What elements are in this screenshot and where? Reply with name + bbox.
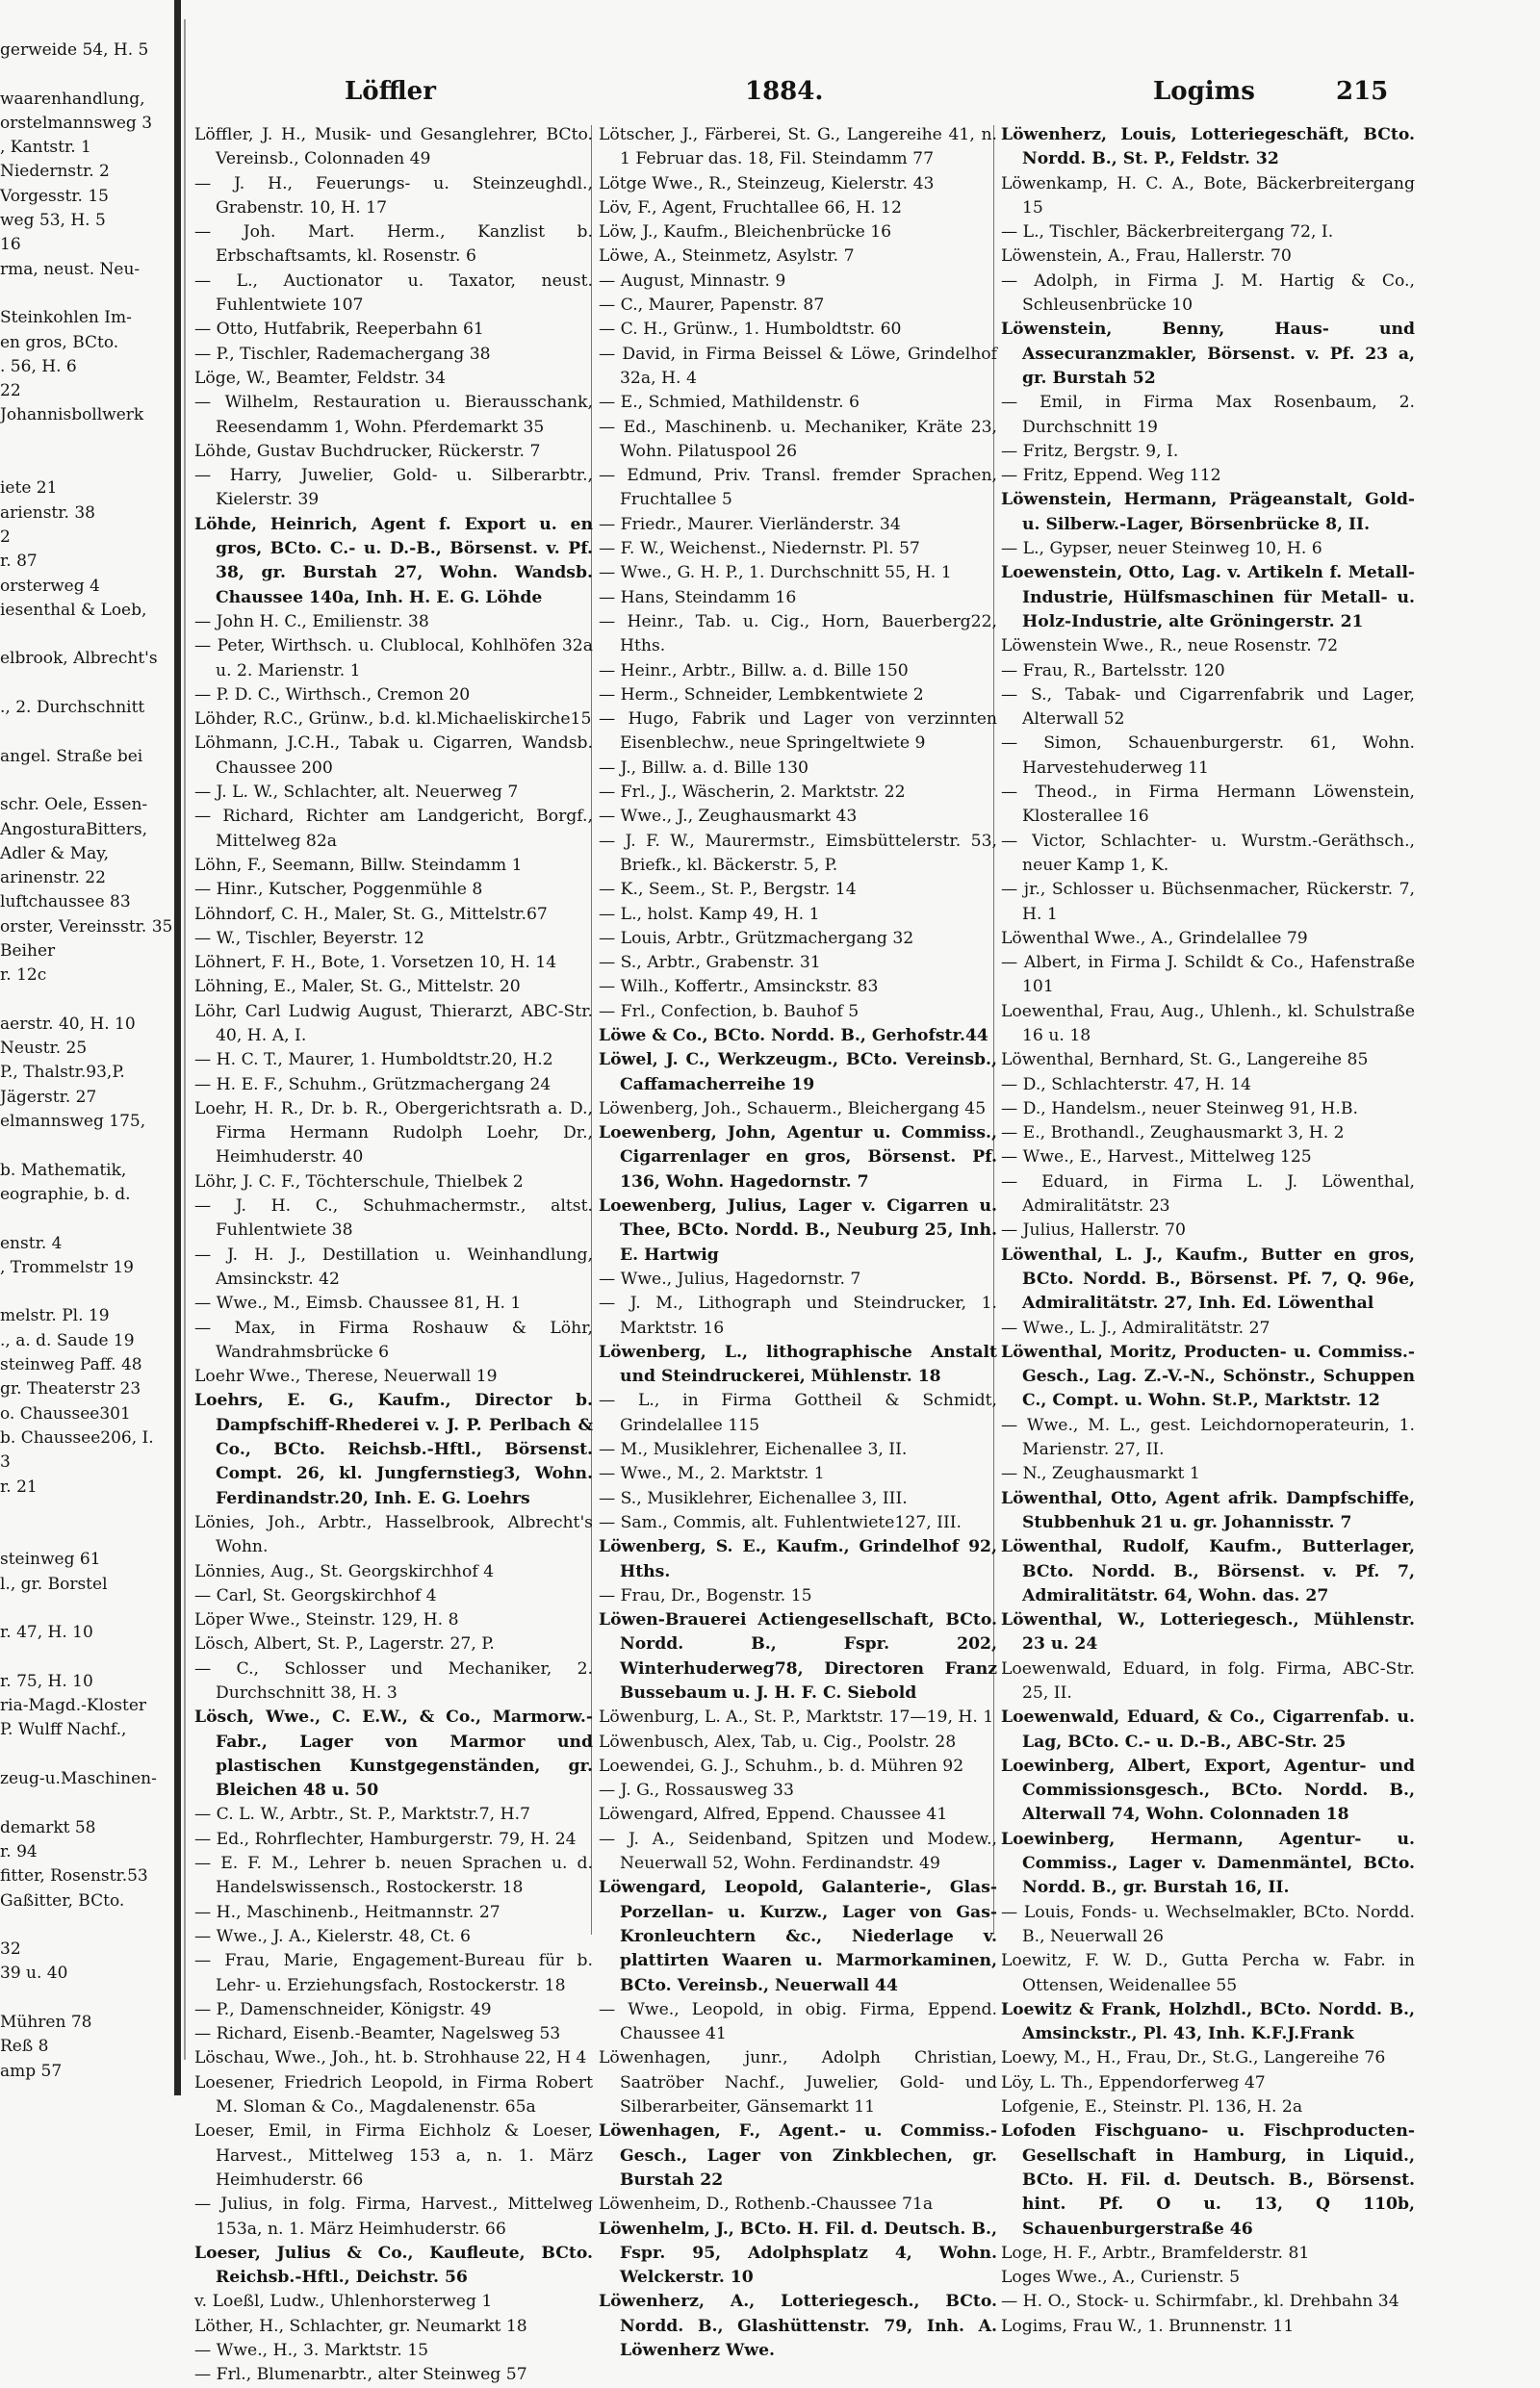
prev-page-line [0,1134,171,1158]
directory-entry: — L., holst. Kamp 49, H. 1 [599,904,820,924]
directory-entry: — D., Schlachterstr. 47, H. 14 [1001,1074,1251,1094]
prev-page-line: r. 94 [0,1841,38,1862]
directory-entry: — J. H., Feuerungs- u. Steinzeughdl., Grabenstr. 10, H. 17 [194,173,593,218]
directory-entry: Löhn, F., Seemann, Billw. Steindamm 1 [194,855,523,875]
directory-entry: Loewenberg, John, Agentur u. Commiss., Cigarrenlager en gros, Börsenst. Pf. 136, Wohn. Hagedornstr. 7 [599,1123,997,1192]
directory-entry: — Louis, Arbtr., Grützmachergang 32 [599,928,914,948]
prev-page-line: 3 [0,1452,11,1473]
directory-entry: Löwenhagen, F., Agent.- u. Commiss.-Gesch., Lager von Zinkblechen, gr. Burstah 22 [599,2121,997,2190]
prev-page-line: . 56, H. 6 [0,356,77,376]
directory-entry: Löhde, Gustav Buchdrucker, Rückerstr. 7 [194,441,541,461]
directory-entry: — L., Auctionator u. Taxator, neust. Fuhlentwiete 107 [194,270,593,316]
directory-entry: Löwenhagen, junr., Adolph Christian, Saatröber Nachf., Juwelier, Gold- und Silberarbeiter, Gänsemarkt 11 [599,2048,997,2118]
directory-entry: — Victor, Schlachter- u. Wurstm.-Geräthsch., neuer Kamp 1, K. [1001,831,1415,875]
directory-entry: — H. O., Stock- u. Schirmfabr., kl. Drehbahn 34 [1001,2292,1399,2312]
directory-entry: — Wwe., J., Zeughausmarkt 43 [599,807,858,827]
directory-entry: — Joh. Mart. Herm., Kanzlist b. Erbschaftsamts, kl. Rosenstr. 6 [194,222,593,267]
directory-entry: Löwenberg, Joh., Schauerm., Bleichergang 45 [599,1098,987,1118]
prev-page-line: angel. Straße bei [0,746,143,766]
directory-entry: Loewendei, G. J., Schuhm., b. d. Mühren 92 [599,1756,964,1776]
directory-entry: Loewinberg, Hermann, Agentur- u. Commiss., Lager v. Damenmäntel, BCto. Nordd. B., gr. Burstah 16, II. [1001,1829,1415,1898]
prev-page-line: ., 2. Durchschnitt [0,698,145,718]
directory-entry: — Frau, Marie, Engagement-Bureau für b. Lehr- u. Erziehungsfach, Rostockerstr. 18 [194,1951,593,1995]
directory-entry: Löwen-Brauerei Actiengesellschaft, BCto. Nordd. B., Fspr. 202, Winterhuderweg78, Directoren Franz Bussebaum u. J. H. F. C. Siebold [599,1610,997,1703]
directory-entry: — H. E. F., Schuhm., Grützmachergang 24 [194,1074,552,1094]
directory-entry: — Julius, Hallerstr. 70 [1001,1220,1186,1241]
directory-entry: Löw, J., Kaufm., Bleichenbrücke 16 [599,222,892,243]
directory-entry: Löwenthal, Otto, Agent afrik. Dampfschiffe, Stubbenhuk 21 u. gr. Johannisstr. 7 [1001,1488,1415,1532]
directory-entry: Löwenthal, Rudolf, Kaufm., Butterlager, BCto. Nordd. B., Börsenst. v. Pf. 7, Admiralitätstr. 64, Wohn. das. 27 [1001,1537,1415,1605]
directory-entry: — Wilh., Koffertr., Amsinckstr. 83 [599,977,879,997]
directory-entry: Loges Wwe., A., Curienstr. 5 [1001,2268,1241,2288]
directory-entry: — Theod., in Firma Hermann Löwenstein, Klosterallee 16 [1001,783,1415,827]
directory-entry: Löwenburg, L. A., St. P., Marktstr. 17—19, H. 1 [599,1708,994,1728]
directory-entry: — L., in Firma Gottheil & Schmidt, Grindelallee 115 [599,1391,997,1435]
directory-entry: Loeser, Emil, in Firma Eichholz & Loeser, Harvest., Mittelweg 153 a, n. 1. März Heimhuderstr. 66 [194,2121,593,2190]
directory-entry: Logims, Frau W., 1. Brunnenstr. 11 [1001,2316,1295,2336]
prev-page-line: ., a. d. Saude 19 [0,1330,135,1350]
prev-page-line [0,452,171,476]
directory-entry: — Edmund, Priv. Transl. fremder Sprachen, Fruchtallee 5 [599,466,997,510]
directory-entry: Loewy, M., H., Frau, Dr., St.G., Langereihe 76 [1001,2048,1386,2068]
directory-entry: Löhning, E., Maler, St. G., Mittelstr. 20 [194,977,521,997]
directory-entry: — David, in Firma Beissel & Löwe, Grindelhof 32a, H. 4 [599,344,997,388]
directory-entry: — S., Musiklehrer, Eichenallee 3, III. [599,1488,908,1508]
directory-entry: Löper Wwe., Steinstr. 129, H. 8 [194,1610,459,1631]
prev-page-line: Steinkohlen Im- [0,308,132,328]
directory-entry: — Harry, Juwelier, Gold- u. Silberarbtr., Kielerstr. 39 [194,466,593,510]
directory-entry: Lösch, Albert, St. P., Lagerstr. 27, P. [194,1634,495,1655]
directory-entry: Löffler, J. H., Musik- und Gesanglehrer, BCto. Vereinsb., Colonnaden 49 [194,125,593,169]
directory-entry: — F. W., Weichenst., Niedernstr. Pl. 57 [599,539,920,559]
directory-entry: — C. H., Grünw., 1. Humboldtstr. 60 [599,320,902,340]
directory-entry: — Heinr., Tab. u. Cig., Horn, Bauerberg22, Hths. [599,611,997,656]
directory-entry: — Fritz, Bergstr. 9, I. [1001,441,1179,461]
prev-page-line: iesenthal & Loeb, [0,600,147,620]
directory-entry: — Wilhelm, Restauration u. Bierausschank, Reesendamm 1, Wohn. Pferdemarkt 35 [194,393,593,437]
header-last-entry: Logims [1153,77,1255,106]
directory-entry: Löwengard, Alfred, Eppend. Chaussee 41 [599,1805,948,1825]
directory-entry: — Max, in Firma Roshauw & Löhr, Wandrahmsbrücke 6 [194,1318,593,1362]
directory-entry: — S., Tabak- und Cigarrenfabrik und Lager, Alterwall 52 [1001,684,1415,730]
directory-entry: — Herm., Schneider, Lembkentwiete 2 [599,684,924,705]
directory-entry: — K., Seem., St. P., Bergstr. 14 [599,880,857,900]
directory-entry: Löwenstein, Benny, Haus- und Assecuranzmakler, Börsenst. v. Pf. 23 a, gr. Burstah 52 [1001,320,1415,388]
directory-entry: Löwengard, Leopold, Galanterie-, Glas-Porzellan- u. Kurzw., Lager von Gas-Kronleuchtern &c., Niederlage v. plattirten Waaren u. Marmorkaminen, BCto. Vereinsb., Neuerwall 44 [599,1878,997,1995]
prev-page-line [0,1913,171,1938]
prev-page-line [0,989,171,1013]
directory-entry: Löschau, Wwe., Joh., ht. b. Strohhause 22, H 4 [194,2048,587,2068]
directory-entry: — Richard, Eisenb.-Beamter, Nagelsweg 53 [194,2024,561,2044]
prev-page-line: amp 57 [0,2061,63,2081]
directory-entry: — Ed., Maschinenb. u. Mechaniker, Kräte 23, Wohn. Pilatuspool 26 [599,417,997,461]
prev-page-line: 2 [0,526,11,547]
prev-page-line: fitter, Rosenstr.53 [0,1866,148,1887]
prev-page-line: Mühren 78 [0,2013,92,2033]
directory-entry: Löy, L. Th., Eppendorferweg 47 [1001,2072,1266,2093]
prev-page-line [0,1597,171,1621]
prev-page-line: P., Thalstr.93,P. [0,1063,125,1083]
directory-entry: — Julius, in folg. Firma, Harvest., Mittelweg 153a, n. 1. März Heimhuderstr. 66 [194,2195,593,2239]
directory-entry: — Frl., Confection, b. Bauhof 5 [599,1001,860,1021]
directory-entry: Loewenthal, Frau, Aug., Uhlenh., kl. Schulstraße 16 u. 18 [1001,1001,1415,1045]
header-first-entry: Löffler [345,77,436,106]
directory-entry: — Fritz, Eppend. Weg 112 [1001,466,1221,486]
prev-page-line [0,1524,171,1548]
prev-page-line: demarkt 58 [0,1817,96,1837]
prev-page-line: arienstr. 38 [0,502,95,523]
directory-entry: Löv, F., Agent, Fruchtallee 66, H. 12 [599,197,902,218]
directory-entry: Lönies, Joh., Arbtr., Hasselbrook, Albrecht's Wohn. [194,1512,593,1557]
prev-page-line [0,720,171,744]
directory-entry: — C. L. W., Arbtr., St. P., Marktstr.7, H.7 [194,1805,530,1825]
directory-entry: — P. D. C., Wirthsch., Cremon 20 [194,684,471,705]
directory-entry: — Adolph, in Firma J. M. Hartig & Co., Schleusenbrücke 10 [1001,270,1415,316]
prev-page-line [0,672,171,696]
prev-page-line: steinweg 61 [0,1550,101,1570]
prev-page-line: aerstr. 40, H. 10 [0,1014,136,1034]
directory-entry: — D., Handelsm., neuer Steinweg 91, H.B. [1001,1098,1358,1118]
prev-page-line: r. 47, H. 10 [0,1623,93,1643]
directory-entry: Loewenwald, Eduard, in folg. Firma, ABC-Str. 25, II. [1001,1658,1415,1703]
book-gutter [174,0,181,2095]
directory-entry: Loewenstein, Otto, Lag. v. Artikeln f. Metall-Industrie, Hülfsmaschinen für Metall- u. Holz-Industrie, alte Gröningerstr. 21 [1001,563,1415,631]
prev-page-line: weg 53, H. 5 [0,211,106,231]
directory-entry: — Frau, R., Bartelsstr. 120 [1001,660,1225,680]
directory-entry: Löge, W., Beamter, Feldstr. 34 [194,368,447,388]
directory-entry: — Frau, Dr., Bogenstr. 15 [599,1585,812,1605]
directory-entry: Löwenstein, Hermann, Prägeanstalt, Gold- u. Silberw.-Lager, Börsenbrücke 8, II. [1001,490,1415,534]
directory-entry: — Friedr., Maurer. Vierländerstr. 34 [599,514,901,534]
directory-entry: — John H. C., Emilienstr. 38 [194,611,429,631]
directory-entry: — J., Billw. a. d. Bille 130 [599,757,808,778]
prev-page-line: elmannsweg 175, [0,1112,146,1132]
directory-entry: — E. F. M., Lehrer b. neuen Sprachen u. d. Handelswissensch., Rostockerstr. 18 [194,1854,593,1898]
directory-entry: — Wwe., M., Eimsb. Chaussee 81, H. 1 [194,1294,522,1314]
directory-entry: Löwenberg, S. E., Kaufm., Grindelhof 92, Hths. [599,1537,997,1581]
prev-page-line: Gaßitter, BCto. [0,1890,125,1911]
prev-page-line: r. 87 [0,552,38,572]
prev-page-line [0,623,171,647]
prev-page-line: Adler & May, [0,843,110,863]
directory-entry: — J. L. W., Schlachter, alt. Neuerweg 7 [194,783,519,803]
directory-entry: Lofoden Fischguano- u. Fischproducten-Gesellschaft in Hamburg, in Liquid., BCto. H. Fil. d. Deutsch. B., Börsenst. hint. Pf. O u. 13, Q 110b, Schauenburgerstraße 46 [1001,2121,1415,2239]
prev-page-line: Beiher [0,940,56,961]
directory-entry: v. Loeßl, Ludw., Uhlenhorsterweg 1 [194,2292,493,2312]
directory-entry: — J. F. W., Maurermstr., Eimsbüttelerstr. 53, Briefk., kl. Bäckerstr. 5, P. [599,831,997,875]
directory-entry: — J. H. J., Destillation u. Weinhandlung, Amsinckstr. 42 [194,1245,593,1289]
directory-entry: — J. A., Seidenband, Spitzen und Modew., Neuerwall 52, Wohn. Ferdinandstr. 49 [599,1829,997,1874]
directory-entry: Löhder, R.C., Grünw., b.d. kl.Michaeliskirche15 [194,709,592,730]
directory-entry: Löwenherz, A., Lotteriegesch., BCto. Nordd. B., Glashüttenstr. 79, Inh. A. Löwenherz Wwe. [599,2292,997,2361]
directory-entry: — Wwe., J. A., Kielerstr. 48, Ct. 6 [194,1926,471,1946]
directory-entry: Löwenthal, L. J., Kaufm., Butter en gros, BCto. Nordd. B., Börsenst. Pf. 7, Q. 96e, Admiralitätstr. 27, Inh. Ed. Löwenthal [1001,1245,1415,1314]
directory-entry: Lösch, Wwe., C. E.W., & Co., Marmorw.-Fabr., Lager von Marmor und plastischen Kunstgegenständen, gr. Bleichen 48 u. 50 [194,1708,593,1801]
directory-entry: — Otto, Hutfabrik, Reeperbahn 61 [194,320,484,340]
directory-column-2 [599,123,997,2363]
directory-entry: Löwe & Co., BCto. Nordd. B., Gerhofstr.44 [599,1025,988,1045]
directory-entry: Loesener, Friedrich Leopold, in Firma Robert M. Sloman & Co., Magdalenenstr. 65a [194,2072,593,2118]
prev-page-line: 39 u. 40 [0,1964,68,1984]
prev-page-line: 22 [0,381,21,401]
prev-page-line [0,1280,171,1304]
prev-page-line: Niedernstr. 2 [0,162,110,182]
prev-page-line: luftchaussee 83 [0,892,131,912]
directory-entry: Löhr, J. C. F., Töchterschule, Thielbek 2 [194,1171,524,1192]
prev-page-line: Vorgesstr. 15 [0,186,109,206]
prev-page-line: rma, neust. Neu- [0,259,141,279]
directory-entry: Löwenstein, A., Frau, Hallerstr. 70 [1001,246,1292,267]
prev-page-line: P. Wulff Nachf., [0,1720,127,1740]
directory-entry: — L., Tischler, Bäckerbreitergang 72, I. [1001,222,1334,243]
directory-entry: — C., Schlosser und Mechaniker, 2. Durchschnitt 38, H. 3 [194,1658,593,1703]
directory-entry: Loge, H. F., Arbtr., Bramfelderstr. 81 [1001,2243,1310,2263]
directory-entry: — Wwe., Julius, Hagedornstr. 7 [599,1269,861,1289]
prev-page-line: eographie, b. d. [0,1184,131,1204]
prev-page-line: 32 [0,1939,21,1960]
prev-page-line: r. 12c [0,965,47,986]
prev-page-line: b. Chaussee206, I. [0,1427,154,1448]
header-year: 1884. [745,77,824,106]
directory-entry: — Hans, Steindamm 16 [599,587,797,607]
directory-entry: — Wwe., Leopold, in obig. Firma, Eppend. Chaussee 41 [599,1999,997,2044]
directory-entry: — Wwe., M. L., gest. Leichdornoperateurin, 1. Marienstr. 27, II. [1001,1415,1415,1460]
prev-page-line: AngosturaBitters, [0,819,148,839]
prev-page-line: b. Mathematik, [0,1160,127,1180]
prev-page-line: arinenstr. 22 [0,868,106,888]
directory-entry: — Frl., Blumenarbtr., alter Steinweg 57 [194,2365,527,2385]
prev-page-line [0,1987,171,2011]
prev-page-line: Neustr. 25 [0,1039,88,1059]
prev-page-line: Jägerstr. 27 [0,1087,97,1107]
directory-entry: Loewenberg, Julius, Lager v. Cigarren u. Thee, BCto. Nordd. B., Neuburg 25, Inh. E. Hartwig [599,1196,997,1265]
prev-page-line [0,63,171,87]
prev-page-line: o. Chaussee301 [0,1403,131,1424]
directory-entry: — H. C. T., Maurer, 1. Humboldtstr.20, H.2 [194,1050,553,1070]
prev-page-line [0,769,171,793]
prev-page-line: Johannisbollwerk [0,405,144,425]
prev-page-line [0,282,171,306]
prev-page-line: gerweide 54, H. 5 [0,40,149,60]
prev-page-line [0,1500,171,1524]
directory-entry: Lötscher, J., Färberei, St. G., Langereihe 41, n. 1 Februar das. 18, Fil. Steindamm 77 [599,125,997,169]
directory-entry: — jr., Schlosser u. Büchsenmacher, Rückerstr. 7, H. 1 [1001,880,1415,924]
directory-entry: — M., Musiklehrer, Eichenallee 3, II. [599,1440,908,1460]
directory-entry: — Wwe., H., 3. Marktstr. 15 [194,2341,429,2361]
directory-entry: — J. G., Rossausweg 33 [599,1781,794,1801]
directory-entry: — Wwe., G. H. P., 1. Durchschnitt 55, H. 1 [599,563,952,583]
directory-entry: Loewinberg, Albert, Export, Agentur- und Commissionsgesch., BCto. Nordd. B., Alterwall 74, Wohn. Colonnaden 18 [1001,1756,1415,1825]
prev-page-line: iete 21 [0,478,58,499]
directory-entry: Löhde, Heinrich, Agent f. Export u. en gros, BCto. C.- u. D.-B., Börsenst. v. Pf. 38, gr. Burstah 27, Wohn. Wandsb. Chaussee 140a, Inh. H. E. G. Löhde [194,514,593,607]
directory-entry: — Hugo, Fabrik und Lager von verzinnten Eisenblechw., neue Springeltwiete 9 [599,709,997,754]
directory-entry: Löwenstein Wwe., R., neue Rosenstr. 72 [1001,636,1339,656]
directory-entry: — N., Zeughausmarkt 1 [1001,1464,1200,1484]
prev-page-line: r. 21 [0,1476,38,1497]
page-number: 215 [1336,77,1389,106]
prev-page-line: waarenhandlung, [0,89,145,109]
prev-page-line [0,428,171,452]
directory-entry: — H., Maschinenb., Heitmannstr. 27 [194,1902,500,1922]
directory-entry: — W., Tischler, Beyerstr. 12 [194,928,424,948]
directory-entry: Löwe, A., Steinmetz, Asylstr. 7 [599,246,855,267]
directory-entry: Lofgenie, E., Steinstr. Pl. 136, H. 2a [1001,2097,1303,2118]
directory-entry: — Carl, St. Georgskirchhof 4 [194,1585,437,1605]
prev-page-line: ria-Magd.-Kloster [0,1696,147,1716]
prev-page-line [0,1646,171,1670]
directory-entry: — Peter, Wirthsch. u. Clublocal, Kohlhöfen 32a u. 2. Marienstr. 1 [194,636,593,680]
directory-entry: — Wwe., M., 2. Marktstr. 1 [599,1464,825,1484]
prev-page-line: schr. Oele, Essen- [0,795,148,815]
directory-entry: Löwenthal, Bernhard, St. G., Langereihe 85 [1001,1050,1369,1070]
directory-entry: — Wwe., L. J., Admiralitätstr. 27 [1001,1318,1270,1338]
directory-entry: — Ed., Rohrflechter, Hamburgerstr. 79, H. 24 [194,1829,577,1849]
directory-entry: — L., Gypser, neuer Steinweg 10, H. 6 [1001,539,1322,559]
directory-entry: Loehr, H. R., Dr. b. R., Obergerichtsrath a. D., Firma Hermann Rudolph Loehr, Dr., Heimhuderstr. 40 [194,1098,593,1168]
directory-entry: Löwenbusch, Alex, Tab, u. Cig., Poolstr. 28 [599,1732,957,1752]
prev-page-line [0,1743,171,1767]
prev-page-line: 16 [0,235,21,255]
directory-entry: — Hinr., Kutscher, Poggenmühle 8 [194,880,483,900]
directory-entry: — Louis, Fonds- u. Wechselmakler, BCto. Nordd. B., Neuerwall 26 [1001,1902,1415,1946]
prev-page-line: zeug-u.Maschinen- [0,1769,157,1789]
directory-entry: Loehrs, E. G., Kaufm., Director b. Dampfschiff-Rhederei v. J. P. Perlbach & Co., BCto. Reichsb.-Hftl., Börsenst. Compt. 26, kl. Jungfernstieg3, Wohn. Ferdinandstr.20, Inh. E. G. Loehrs [194,1391,593,1508]
page-edge-line [184,19,186,2060]
prev-page-line: Reß 8 [0,2037,49,2057]
directory-entry: — P., Damenschneider, Königstr. 49 [194,1999,492,2019]
directory-entry: — Simon, Schauenburgerstr. 61, Wohn. Harvestehuderweg 11 [1001,733,1415,778]
directory-entry: Loeser, Julius & Co., Kaufleute, BCto. Reichsb.-Hftl., Deichstr. 56 [194,2243,593,2288]
directory-entry: — P., Tischler, Rademachergang 38 [194,344,491,364]
directory-page [191,67,1446,2385]
directory-entry: — Frl., J., Wäscherin, 2. Marktstr. 22 [599,783,906,803]
prev-page-line: elbrook, Albrecht's [0,649,158,669]
directory-entry: — Eduard, in Firma L. J. Löwenthal, Admiralitätstr. 23 [1001,1171,1415,1217]
directory-entry: Lötge Wwe., R., Steinzeug, Kielerstr. 43 [599,173,935,193]
prev-page-line: l., gr. Borstel [0,1574,108,1594]
directory-entry: — Sam., Commis, alt. Fuhlentwiete127, III. [599,1512,962,1532]
prev-page-line: enstr. 4 [0,1233,63,1253]
directory-entry: Löwenherz, Louis, Lotteriegeschäft, BCto. Nordd. B., St. P., Feldstr. 32 [1001,125,1415,169]
prev-page-line: gr. Theaterstr 23 [0,1379,141,1399]
directory-entry: Löhmann, J.C.H., Tabak u. Cigarren, Wandsb. Chaussee 200 [194,733,593,778]
page-header [191,67,1446,110]
directory-entry: — Albert, in Firma J. Schildt & Co., Hafenstraße 101 [1001,953,1415,997]
directory-entry: Löwenhelm, J., BCto. H. Fil. d. Deutsch. B., Fspr. 95, Adolphsplatz 4, Wohn. Welckerstr. 10 [599,2219,997,2288]
directory-entry: — E., Schmied, Mathildenstr. 6 [599,393,860,413]
directory-entry: — E., Brothandl., Zeughausmarkt 3, H. 2 [1001,1123,1345,1143]
directory-entry: — Heinr., Arbtr., Billw. a. d. Bille 150 [599,660,909,680]
prev-page-line [0,1791,171,1815]
prev-page-line: orstelmannsweg 3 [0,113,153,133]
directory-entry: Loewenwald, Eduard, & Co., Cigarrenfab. u. Lag, BCto. C.- u. D.-B., ABC-Str. 25 [1001,1708,1415,1752]
prev-page-line [0,1207,171,1231]
directory-entry: — August, Minnastr. 9 [599,270,786,291]
prev-page-line: melstr. Pl. 19 [0,1306,110,1326]
directory-entry: Löwenberg, L., lithographische Anstalt und Steindruckerei, Mühlenstr. 18 [599,1342,997,1387]
directory-entry: — J. H. C., Schuhmachermstr., altst. Fuhlentwiete 38 [194,1196,593,1241]
prev-page-line: en gros, BCto. [0,332,119,352]
prev-page-line: orsterweg 4 [0,576,100,596]
previous-page-fragment [0,39,173,2081]
directory-entry: Loewitz, F. W. D., Gutta Percha w. Fabr. in Ottensen, Weidenallee 55 [1001,1951,1415,1995]
directory-entry: — C., Maurer, Papenstr. 87 [599,295,825,316]
directory-entry: Löther, H., Schlachter, gr. Neumarkt 18 [194,2316,527,2336]
prev-page-line: orster, Vereinsstr. 35 [0,916,173,937]
directory-entry: Löwel, J. C., Werkzeugm., BCto. Vereinsb., Caffamacherreihe 19 [599,1050,997,1094]
directory-entry: — Richard, Richter am Landgericht, Borgf., Mittelweg 82a [194,807,593,851]
directory-entry: Löwenthal Wwe., A., Grindelallee 79 [1001,928,1308,948]
directory-entry: Löhndorf, C. H., Maler, St. G., Mittelstr.67 [194,904,548,924]
directory-entry: Löwenheim, D., Rothenb.-Chaussee 71a [599,2195,934,2215]
directory-entry: Lönnies, Aug., St. Georgskirchhof 4 [194,1561,495,1581]
directory-entry: Löwenthal, W., Lotteriegesch., Mühlenstr. 23 u. 24 [1001,1610,1415,1655]
directory-entry: Loewitz & Frank, Holzhdl., BCto. Nordd. B., Amsinckstr., Pl. 43, Inh. K.F.J.Frank [1001,1999,1415,2044]
directory-entry: Löwenthal, Moritz, Producten- u. Commiss.-Gesch., Lag. Z.-V.-N., Schönstr., Schuppen C., Compt. u. Wohn. St.P., Marktstr. 12 [1001,1342,1415,1411]
directory-column-1 [194,123,593,2388]
prev-page-line: , Trommelstr 19 [0,1257,134,1277]
directory-entry: Löhr, Carl Ludwig August, Thierarzt, ABC-Str. 40, H. A, I. [194,1001,593,1045]
prev-page-line: steinweg Paff. 48 [0,1355,142,1375]
directory-entry: — Wwe., E., Harvest., Mittelweg 125 [1001,1147,1312,1168]
directory-entry: — Emil, in Firma Max Rosenbaum, 2. Durchschnitt 19 [1001,393,1415,437]
directory-entry: — S., Arbtr., Grabenstr. 31 [599,953,821,973]
prev-page-line: , Kantstr. 1 [0,138,91,158]
directory-column-3 [1001,123,1415,2339]
directory-entry: — J. M., Lithograph und Steindrucker, 1. Marktstr. 16 [599,1294,997,1338]
directory-entry: Loehr Wwe., Therese, Neuerwall 19 [194,1367,498,1387]
prev-page-line: r. 75, H. 10 [0,1671,93,1691]
directory-entry: Löhnert, F. H., Bote, 1. Vorsetzen 10, H. 14 [194,953,557,973]
directory-entry: Löwenkamp, H. C. A., Bote, Bäckerbreitergang 15 [1001,173,1415,218]
